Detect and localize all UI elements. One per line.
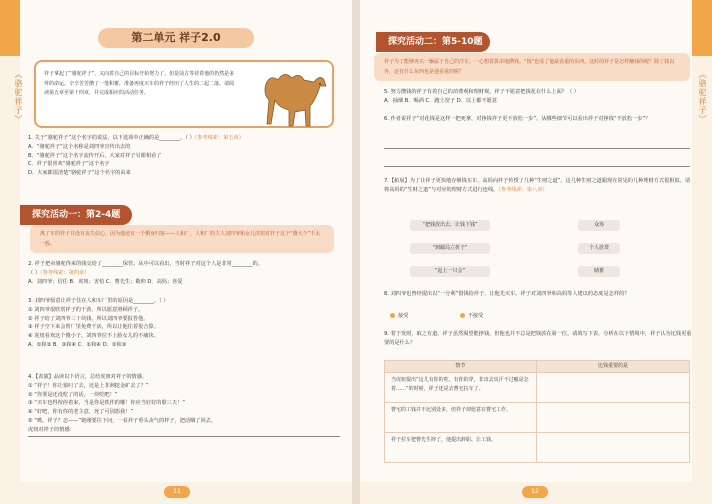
q8-option-accept[interactable]: 接受: [390, 313, 408, 319]
question-1-option-b: B．“骆驼祥子”这个名字流传开后，大家对祥子另眼相看了: [28, 152, 162, 159]
q8-options: [390, 312, 550, 321]
q7-left-item-2[interactable]: “到邮局立折子”: [410, 243, 490, 254]
right-corner-tab: [692, 0, 712, 56]
question-2-options: A．刘四爷；信任 B．虎妞；害怕 C．曹先生；敬仰 D．高妈；喜爱: [28, 278, 183, 285]
table-row: [385, 433, 690, 463]
question-1: [28, 134, 348, 178]
q7-right-item-3[interactable]: 储蓄: [578, 266, 620, 277]
question-1-option-a: A．“骆驼祥子”这个名称是刘四爷宣传出去的: [28, 143, 131, 150]
q9-row-3-answer[interactable]: [537, 433, 690, 463]
section-1-note: 离了车的祥子并没有丧失信心，因为他还有一个栖身归宿——人和厂，人和厂的主人刘四爷和女儿虎妞对祥子这个“傻大个”不太一般。: [30, 225, 334, 253]
left-vertical-book-title: 《骆驼祥子》: [14, 70, 23, 124]
question-1-option-c: C．祥子很喜欢“骆驼祥子”这个名字: [28, 161, 110, 168]
q7-right-item-2[interactable]: 个人放贷: [578, 243, 620, 254]
question-2-answer-blank: （ ）: [28, 269, 41, 276]
page-number-left: 11: [164, 486, 190, 498]
question-2-hint: （参考线索：第四章）: [40, 269, 90, 276]
question-8: [384, 290, 694, 299]
unit-title: 第二单元 祥子2.0: [98, 28, 254, 48]
question-4: [28, 373, 348, 435]
question-3-options: A．①和③ B．③和④ C．①和④ D．②和③: [28, 341, 127, 348]
q9-row-2-answer[interactable]: [537, 403, 690, 433]
radio-icon: [390, 313, 395, 318]
question-2: [28, 260, 348, 286]
q7-left-item-3[interactable]: “起上一只会”: [410, 266, 490, 277]
section-2-title: 探究活动二：第5-10题: [376, 32, 490, 52]
question-2-stem: 2. 祥子把卖骆驼得来的钱交给了________保管。从中可以看出，当时祥子对这个人是非常________的。: [28, 261, 263, 267]
question-6-stem: 6. 作者说祥子“对花钱是这样一把死拿，对挣钱祥子更不放松一步”。从哪些细节可以看出祥子对挣钱“不放松一步”？: [384, 116, 651, 122]
q9-header-plot: 情节: [385, 361, 537, 373]
q8-option-reject[interactable]: 不接受: [460, 313, 484, 319]
book-spine: [352, 0, 360, 504]
page-number-right: 12: [522, 486, 548, 498]
question-4-item-2: ② “你要是还没吃了的话，一块吃吧！”: [28, 391, 118, 398]
question-6: [384, 115, 694, 124]
question-5: [384, 88, 694, 106]
q9-row-1-answer[interactable]: [537, 373, 690, 403]
question-7-hint: （参考线索：第八章）: [498, 186, 548, 193]
radio-icon: [460, 313, 465, 318]
question-8-stem: 8. 刘四爷也曾经提出以“一分利”借钱给祥子，让他先买车。祥子对刘四爷和高妈等人建议的态度是怎样的？: [384, 291, 630, 297]
question-4-item-3: ③ “买车也得按停着来，当是你是铁作的哪！你应当好好的歇三天！”: [28, 400, 185, 407]
q9-header-important: 比钱重要的是: [537, 361, 690, 373]
answer-line: [28, 436, 340, 437]
table-row: [385, 373, 690, 403]
q9-table: [384, 360, 690, 463]
q7-left-item-1[interactable]: “把钱放出去，让钱下钱”: [410, 220, 490, 231]
question-3-item-4: ④ 虎妞看欢这个傻小子，刘四爷拉不上脸女儿的不痛快。: [28, 333, 159, 340]
question-4-stem: 4.【表演】品读以下语言，总结虎妞对祥子的情感。: [28, 374, 148, 380]
question-9: [384, 330, 694, 348]
question-5-stem: 5. 努力攒钱的祥子有着自己的消费观和理财观，祥子不愿意把钱花在什么上面？（ ）: [384, 89, 579, 95]
question-3: [28, 297, 348, 350]
intro-box: [34, 60, 334, 128]
question-3-item-2: ② 祥子给了刘四爷三十块钱，所以刘四爷要报答他。: [28, 315, 149, 322]
question-7-stem: 7.【拓展】为了让祥子更快地存够钱买车，高妈向祥子传授了几种“生财之道”。这几种生财之道跟现在常见的几种理财方式很相似。请将高妈的“生财之道”与对应的理财方式进行连线。: [384, 178, 691, 193]
q9-row-2-plot: 曹宅的工钱并不比别处多，但祥子却愿意在曹宅工作。: [385, 403, 537, 433]
question-4-item-5: ⑤ “呦，祥子？怎——”她刚要往下问，一看祥子垂头丧气的样子，把话咽了回去。: [28, 417, 217, 424]
question-1-option-d: D．大家都很清楚“骆驼祥子”这个名字的由来: [28, 170, 131, 177]
question-1-hint: （参考线索：第五章）: [194, 135, 244, 141]
question-3-item-3: ③ 祥子空下来会帮厂里免费干活，所以让他住着很合算。: [28, 324, 159, 331]
section-1-title: 探究活动一：第2-4题: [20, 205, 132, 225]
table-row: [385, 403, 690, 433]
question-1-stem: 1. 关于“骆驼祥子”这个名字的说法，以下选项中正确的是________。（ ）: [28, 135, 195, 141]
question-5-options: A．抽烟 B．喝酒 C．跑土窑子 D．以上都不愿意: [384, 97, 498, 104]
question-4-item-1: ① “祥子！你让狼叼了去，还是上非洲挖金矿去了？”: [28, 382, 149, 389]
q6-answer-line-2: [384, 166, 690, 167]
question-3-stem: 3. 刘四爷愿意让祥子住在人和车厂里的原因是________。（ ）: [28, 298, 169, 304]
section-2-note: 祥子为了能够再买一辆属于自己的洋车，一心想着拼命地攒钱。“钱”也成了他最看重的东西。这时的祥子是怎样赚钱的呢？除了钱以外，还有什么东西也是他看重的呢？: [374, 53, 690, 81]
question-7: [384, 177, 694, 195]
q9-row-3-plot: 祥子拉车把曹先生摔了，他提出辞职、让工钱。: [385, 433, 537, 463]
left-corner-tab: [0, 0, 20, 56]
left-page: [0, 0, 352, 504]
q7-right-item-1[interactable]: 众筹: [578, 220, 620, 231]
question-3-item-1: ① 刘四爷很欣赏祥子的干劲，所以愿意照顾祥子。: [28, 306, 144, 313]
question-4-tail: 虎妞对祥子的情感：: [28, 426, 75, 433]
question-4-item-4: ④ “好吧，你有你的老主意，死了可别怨我！”: [28, 409, 134, 416]
q6-answer-line-1: [384, 148, 690, 149]
q9-row-1-plot: 当虎妞提出“这儿有你的吃，有你的穿，非出去臭汗不过瘾是怎着……”的时候，祥子还是去曹宅拉车了。: [385, 373, 537, 403]
intro-text: 祥子拿起了“骆驼祥子”，又向着自己的目标开始努力了。但是前方等待着他的仍然是多舛的命运。辛辛苦苦攒了一笔积蓄，准备再度买车的祥子经历了人生的二起二落。请阅读第五章至第十四章，并完成相应的活动任务。: [44, 71, 235, 96]
camel-illustration: [256, 64, 334, 128]
question-9-stem: 9. 着于发财，取之有道。祥子虽然渴望能挣钱，但他也并不总是把钱放在第一位。请填写下表，分析在以下情境中，祥子认为比钱更重要的是什么？: [384, 331, 692, 346]
right-vertical-book-title: 《骆驼祥子》: [698, 70, 707, 124]
